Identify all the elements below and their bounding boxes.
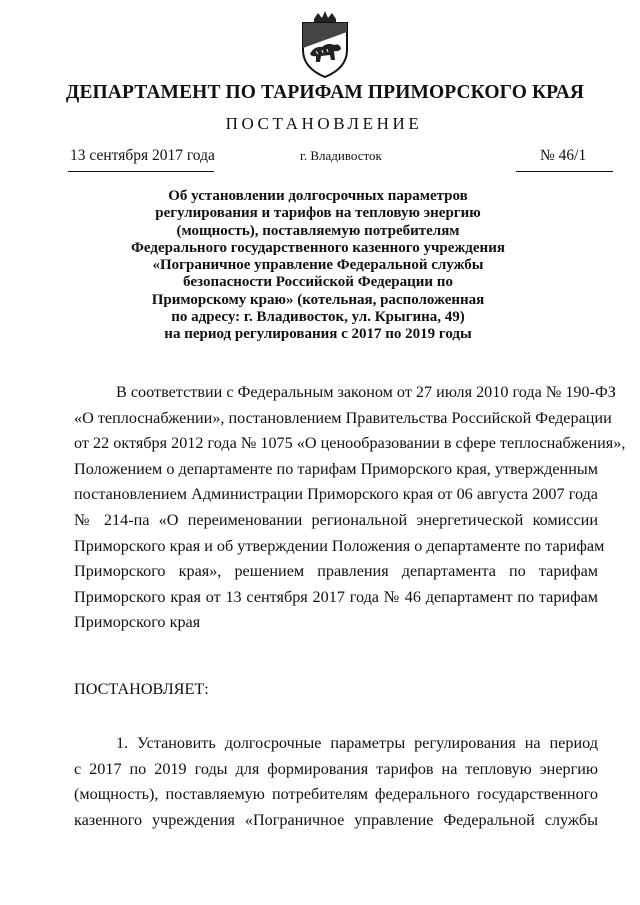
preamble-line: постановлением Администрации Приморского края от 06 августа 2007 года: [74, 485, 598, 504]
subject-line: Федерального государственного казенного учреждения: [131, 239, 505, 256]
preamble-line: Приморского края: [74, 613, 201, 632]
item-line: (мощность), поставляемую потребителям федерального государственного: [74, 785, 598, 804]
subject-line: на период регулирования с 2017 по 2019 годы: [164, 326, 472, 343]
preamble-line: от 22 октября 2012 года № 1075 «О ценообразовании в сфере теплоснабжения»,: [74, 434, 626, 453]
date-underline: [68, 171, 214, 172]
item-line: казенного учреждения «Пограничное управление Федеральной службы: [74, 810, 598, 829]
preamble-line: Приморского края от 13 сентября 2017 года № 46 департамент по тарифам: [74, 587, 598, 606]
subject-line: по адресу: г. Владивосток, ул. Крыгина, 49): [171, 309, 465, 326]
document-subject: [100, 188, 536, 344]
preamble-line: № 214-па «О переименовании региональной энергетической комиссии: [74, 510, 598, 529]
document-date: 13 сентября 2017 года: [70, 147, 215, 164]
preamble-line: Приморского края и об утверждении Положения о департаменте по тарифам: [74, 536, 605, 555]
subject-line: безопасности Российской Федерации по: [183, 274, 453, 291]
subject-line: регулирования и тарифов на тепловую энергию: [155, 205, 481, 222]
preamble-line: В соответствии с Федеральным законом от 27 июля 2010 года № 190-ФЗ: [116, 383, 616, 401]
department-name: ДЕПАРТАМЕНТ ПО ТАРИФАМ ПРИМОРСКОГО КРАЯ: [65, 82, 585, 103]
subject-line: «Пограничное управление Федеральной службы: [152, 257, 484, 274]
preamble-paragraph: [74, 380, 626, 636]
item-1-paragraph: [74, 731, 598, 833]
item-line: 1. Установить долгосрочные параметры регулирования на период: [116, 734, 598, 752]
preamble-line: «О теплоснабжении», постановлением Правительства Российской Федерации: [74, 408, 612, 427]
document-city: г. Владивосток: [300, 148, 382, 163]
document-type: ПОСТАНОВЛЕНИЕ: [225, 114, 423, 133]
document-number: № 46/1: [540, 147, 587, 164]
preamble-line: Положением о департаменте по тарифам Приморского края, утвержденным: [74, 459, 598, 478]
preamble-line: Приморского края», решением правления департамента по тарифам: [74, 562, 598, 581]
subject-line: Приморскому краю» (котельная, расположенная: [151, 291, 485, 308]
resolves-heading: ПОСТАНОВЛЯЕТ:: [74, 680, 209, 698]
subject-line: (мощность), поставляемую потребителям: [176, 222, 460, 239]
subject-line: Об установлении долгосрочных параметров: [168, 188, 468, 204]
item-line: с 2017 по 2019 годы для формирования тарифов на тепловую энергию: [74, 759, 598, 778]
date-row: [0, 147, 640, 177]
coat-of-arms-emblem: [294, 10, 356, 80]
number-underline: [516, 171, 613, 172]
